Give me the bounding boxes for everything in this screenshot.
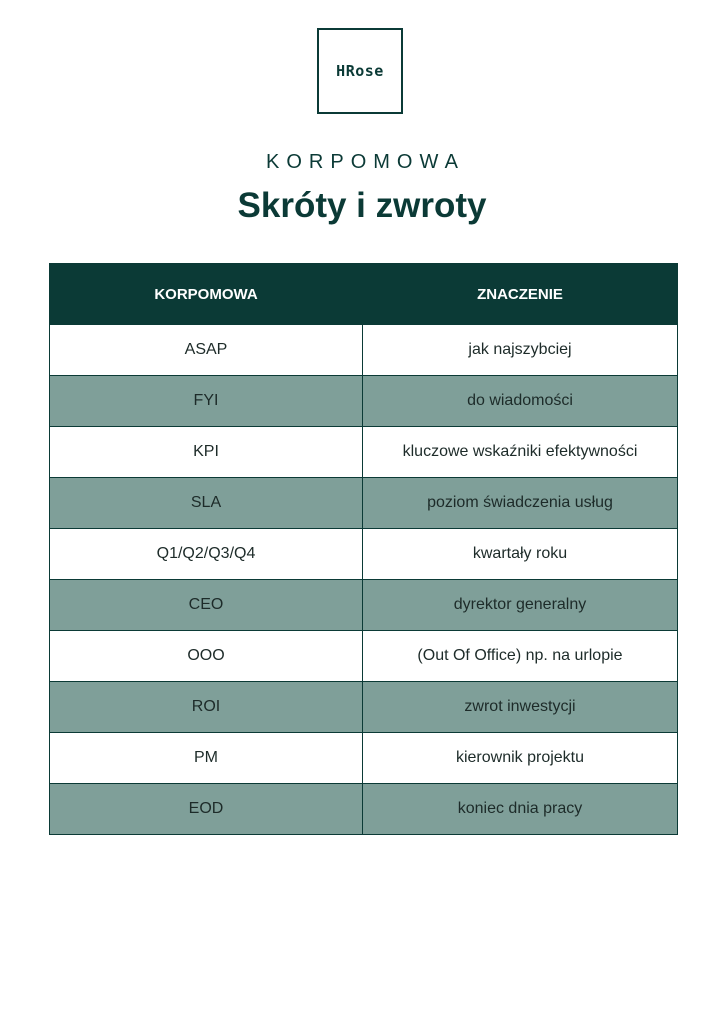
table-row [50,427,678,478]
table-row [50,733,678,784]
meaning-cell: dyrektor generalny [363,580,678,631]
abbreviations-table [49,263,678,835]
table-row [50,529,678,580]
table-row [50,682,678,733]
meaning-cell: kluczowe wskaźniki efektywności [363,427,678,478]
meaning-cell: koniec dnia pracy [363,784,678,835]
term-cell: Q1/Q2/Q3/Q4 [50,529,363,580]
term-cell: SLA [50,478,363,529]
column-header-term: KORPOMOWA [50,264,363,325]
logo [317,28,403,114]
term-cell: OOO [50,631,363,682]
term-cell: ROI [50,682,363,733]
table-row [50,784,678,835]
page-eyebrow: KORPOMOWA [266,151,465,173]
meaning-cell: (Out Of Office) np. na urlopie [363,631,678,682]
meaning-cell: zwrot inwestycji [363,682,678,733]
table-row [50,325,678,376]
logo-text: HRose [336,62,384,80]
table-row [50,580,678,631]
meaning-cell: jak najszybciej [363,325,678,376]
term-cell: FYI [50,376,363,427]
term-cell: EOD [50,784,363,835]
column-header-meaning: ZNACZENIE [363,264,678,325]
meaning-cell: kwartały roku [363,529,678,580]
table-header-row [50,264,678,325]
term-cell: PM [50,733,363,784]
table-row [50,631,678,682]
page-title: Skróty i zwroty [237,186,487,225]
table-row [50,478,678,529]
term-cell: ASAP [50,325,363,376]
term-cell: CEO [50,580,363,631]
table-row [50,376,678,427]
meaning-cell: poziom świadczenia usług [363,478,678,529]
meaning-cell: kierownik projektu [363,733,678,784]
term-cell: KPI [50,427,363,478]
meaning-cell: do wiadomości [363,376,678,427]
